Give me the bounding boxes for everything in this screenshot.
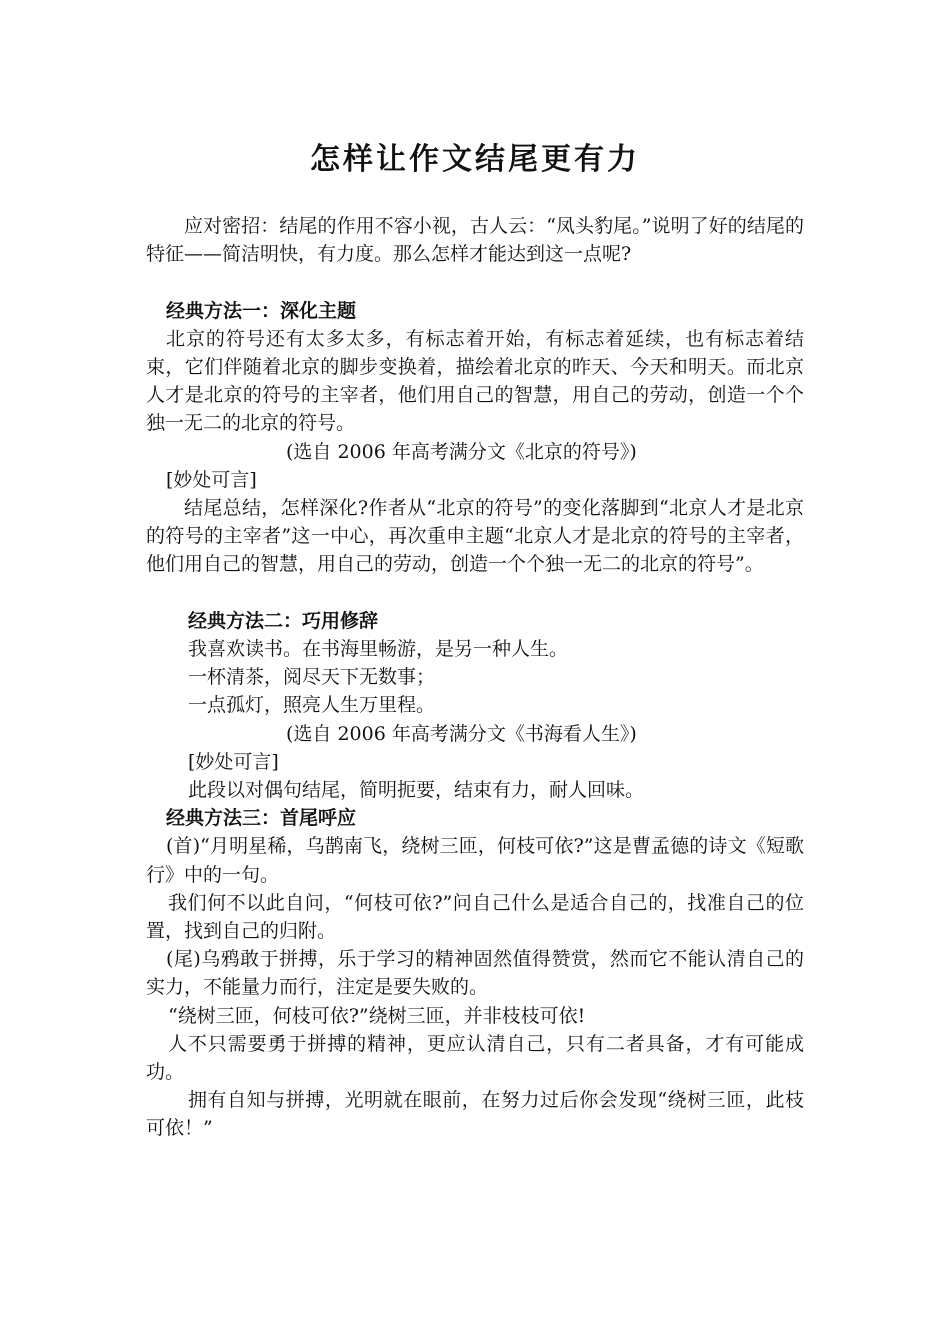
intro-paragraph: 应对密招：结尾的作用不容小视，古人云：“凤头豹尾。”说明了好的结尾的特征——简洁明快，有力度。那么怎样才能达到这一点呢?: [146, 215, 804, 266]
method1-heading: 经典方法一：深化主题: [166, 299, 357, 322]
method1-comment-label: [妙处可言]: [166, 468, 257, 491]
method3-paragraph-3: (尾)乌鸦敢于拼搏，乐于学习的精神固然值得赞赏，然而它不能认清自己的实力，不能量力而行，注定是要失败的。: [146, 948, 804, 999]
method2-comment-label: [妙处可言]: [188, 750, 279, 773]
method2-line-1: 我喜欢读书。在书海里畅游，是另一种人生。: [188, 638, 569, 661]
method2-line-2: 一杯清茶，阅尽天下无数事；: [188, 666, 436, 689]
page-title: 怎样让作文结尾更有力: [310, 142, 640, 177]
method1-source: (选自 2006 年高考满分文《北京的符号》): [286, 440, 637, 463]
method3-paragraph-4: “绕树三匝，何枝可依?”绕树三匝，并非枝枝可依!: [168, 1004, 586, 1027]
method3-heading: 经典方法三：首尾呼应: [166, 807, 357, 830]
method2-source: (选自 2006 年高考满分文《书海看人生》): [286, 722, 637, 745]
method3-paragraph-5: 人不只需要勇于拼搏的精神，更应认清自己，只有二者具备，才有可能成功。: [146, 1032, 804, 1084]
method1-example: 北京的符号还有太多太多，有标志着开始，有标志着延续，也有标志着结束，它们伴随着北京的脚步变换着，描绘着北京的昨天、今天和明天。而北京人才是北京的符号的主宰者，他们用自己的智慧，用自己的劳动，创造一个个独一无二的北京的符号。: [146, 327, 804, 435]
blank-line: [146, 579, 804, 607]
method1-comment: 结尾总结，怎样深化?作者从“北京的符号”的变化落脚到“北京人才是北京的符号的主宰者”这一中心，再次重申主题“北京人才是北京的符号的主宰者，他们用自己的智慧，用自己的劳动，创造一个个独一无二的北京的符号”。: [146, 497, 804, 576]
blank-line: [146, 268, 804, 296]
method3-paragraph-6: 拥有自知与拼搏，光明就在眼前，在努力过后你会发现“绕树三匝，此枝可依！”: [146, 1089, 804, 1140]
method2-heading: 经典方法二：巧用修辞: [188, 609, 379, 632]
method2-line-3: 一点孤灯，照亮人生万里程。: [188, 694, 436, 717]
method2-comment: 此段以对偶句结尾，简明扼要，结束有力，耐人回味。: [188, 779, 645, 802]
method3-paragraph-1: (首)“月明星稀，乌鹊南飞，绕树三匝，何枝可依?”这是曹孟德的诗文《短歌行》中的一句。: [146, 835, 804, 886]
method3-paragraph-2: 我们何不以此自问，“何枝可依?”问自己什么是适合自己的，找准自己的位置，找到自己的归附。: [146, 891, 804, 943]
